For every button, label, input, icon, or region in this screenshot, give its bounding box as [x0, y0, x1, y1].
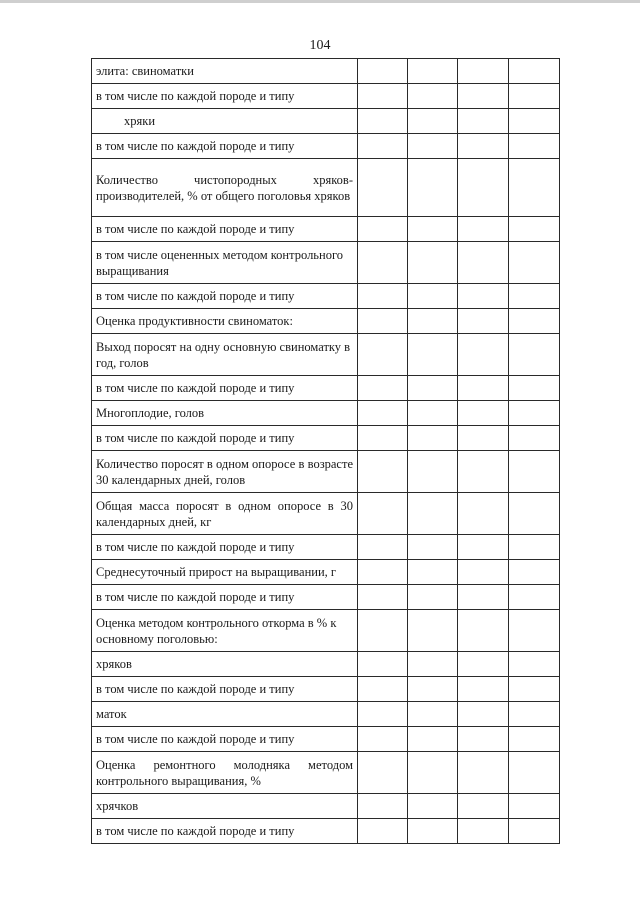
value-cell	[458, 610, 509, 652]
value-cell	[358, 752, 408, 794]
row-label: элита: свиноматки	[92, 59, 358, 84]
table-row	[92, 652, 560, 677]
value-cell	[358, 376, 408, 401]
value-cell	[358, 84, 408, 109]
value-cell	[358, 652, 408, 677]
value-cell	[358, 610, 408, 652]
value-cell	[458, 819, 509, 844]
value-cell	[408, 585, 458, 610]
value-cell	[408, 677, 458, 702]
value-cell	[358, 134, 408, 159]
value-cell	[358, 217, 408, 242]
value-cell	[408, 727, 458, 752]
row-label: Выход поросят на одну основную свиноматку в год, голов	[92, 334, 358, 376]
value-cell	[458, 59, 509, 84]
value-cell	[358, 309, 408, 334]
value-cell	[458, 702, 509, 727]
value-cell	[458, 727, 509, 752]
value-cell	[408, 610, 458, 652]
value-cell	[358, 451, 408, 493]
row-label: в том числе по каждой породе и типу	[92, 217, 358, 242]
row-label: в том числе по каждой породе и типу	[92, 535, 358, 560]
value-cell	[358, 109, 408, 134]
value-cell	[458, 677, 509, 702]
value-cell	[358, 535, 408, 560]
value-cell	[458, 284, 509, 309]
row-label: Общая масса поросят в одном опоросе в 30 календарных дней, кг	[92, 493, 358, 535]
value-cell	[408, 752, 458, 794]
row-label: маток	[92, 702, 358, 727]
value-cell	[458, 309, 509, 334]
table-row	[92, 84, 560, 109]
value-cell	[458, 652, 509, 677]
value-cell	[408, 334, 458, 376]
value-cell	[458, 109, 509, 134]
value-cell	[408, 702, 458, 727]
page-number: 104	[309, 38, 331, 53]
value-cell	[458, 794, 509, 819]
value-cell	[358, 284, 408, 309]
value-cell	[509, 794, 560, 819]
value-cell	[408, 309, 458, 334]
scan-top-edge	[0, 0, 640, 3]
table-row	[92, 334, 560, 376]
value-cell	[458, 242, 509, 284]
value-cell	[408, 819, 458, 844]
table-row	[92, 794, 560, 819]
value-cell	[408, 84, 458, 109]
value-cell	[458, 84, 509, 109]
row-label: в том числе по каждой породе и типу	[92, 376, 358, 401]
row-label: в том числе по каждой породе и типу	[92, 727, 358, 752]
value-cell	[408, 242, 458, 284]
value-cell	[358, 159, 408, 217]
value-cell	[458, 134, 509, 159]
row-label: Количество чистопородных хряков-производителей, % от общего поголовья хряков	[92, 159, 358, 217]
value-cell	[509, 134, 560, 159]
value-cell	[458, 493, 509, 535]
value-cell	[358, 493, 408, 535]
value-cell	[509, 109, 560, 134]
row-label: в том числе оцененных методом контрольного выращивания	[92, 242, 358, 284]
value-cell	[358, 794, 408, 819]
value-cell	[509, 677, 560, 702]
value-cell	[509, 426, 560, 451]
table-row	[92, 677, 560, 702]
row-label: в том числе по каждой породе и типу	[92, 426, 358, 451]
value-cell	[408, 217, 458, 242]
value-cell	[408, 535, 458, 560]
value-cell	[358, 727, 408, 752]
value-cell	[408, 284, 458, 309]
value-cell	[458, 401, 509, 426]
value-cell	[509, 284, 560, 309]
value-cell	[509, 309, 560, 334]
value-cell	[458, 159, 509, 217]
table-row	[92, 585, 560, 610]
value-cell	[408, 493, 458, 535]
value-cell	[358, 59, 408, 84]
row-label: Среднесуточный прирост на выращивании, г	[92, 560, 358, 585]
value-cell	[358, 401, 408, 426]
table-row	[92, 109, 560, 134]
table-row	[92, 309, 560, 334]
table-row	[92, 727, 560, 752]
value-cell	[509, 242, 560, 284]
value-cell	[408, 560, 458, 585]
table-row	[92, 159, 560, 217]
value-cell	[509, 451, 560, 493]
value-cell	[408, 451, 458, 493]
value-cell	[408, 401, 458, 426]
value-cell	[509, 535, 560, 560]
value-cell	[509, 585, 560, 610]
value-cell	[509, 493, 560, 535]
table-row	[92, 376, 560, 401]
table-row	[92, 401, 560, 426]
value-cell	[509, 376, 560, 401]
value-cell	[358, 585, 408, 610]
row-label: Оценка ремонтного молодняка методом контрольного выращивания, %	[92, 752, 358, 794]
value-cell	[408, 109, 458, 134]
value-cell	[358, 560, 408, 585]
value-cell	[408, 652, 458, 677]
value-cell	[509, 334, 560, 376]
value-cell	[509, 610, 560, 652]
row-label: в том числе по каждой породе и типу	[92, 677, 358, 702]
row-label: в том числе по каждой породе и типу	[92, 284, 358, 309]
value-cell	[509, 159, 560, 217]
table-row	[92, 242, 560, 284]
indicators-table	[91, 58, 560, 844]
value-cell	[358, 334, 408, 376]
table-row	[92, 610, 560, 652]
row-label: хрячков	[92, 794, 358, 819]
value-cell	[509, 59, 560, 84]
value-cell	[458, 535, 509, 560]
value-cell	[509, 84, 560, 109]
value-cell	[408, 134, 458, 159]
row-label: в том числе по каждой породе и типу	[92, 819, 358, 844]
value-cell	[408, 426, 458, 451]
value-cell	[458, 451, 509, 493]
row-label: в том числе по каждой породе и типу	[92, 585, 358, 610]
table-row	[92, 702, 560, 727]
value-cell	[458, 334, 509, 376]
value-cell	[408, 794, 458, 819]
value-cell	[358, 702, 408, 727]
value-cell	[509, 560, 560, 585]
value-cell	[458, 376, 509, 401]
value-cell	[358, 242, 408, 284]
row-label: хряки	[92, 109, 358, 134]
row-label: Оценка продуктивности свиноматок:	[92, 309, 358, 334]
value-cell	[458, 560, 509, 585]
value-cell	[509, 819, 560, 844]
row-label: в том числе по каждой породе и типу	[92, 134, 358, 159]
table-row	[92, 451, 560, 493]
value-cell	[458, 585, 509, 610]
table-row	[92, 560, 560, 585]
row-label: Количество поросят в одном опоросе в возрасте 30 календарных дней, голов	[92, 451, 358, 493]
value-cell	[358, 819, 408, 844]
table-row	[92, 535, 560, 560]
value-cell	[509, 702, 560, 727]
row-label: хряков	[92, 652, 358, 677]
table-row	[92, 752, 560, 794]
value-cell	[509, 401, 560, 426]
value-cell	[458, 752, 509, 794]
value-cell	[509, 652, 560, 677]
table-row	[92, 284, 560, 309]
value-cell	[358, 426, 408, 451]
value-cell	[509, 217, 560, 242]
table-row	[92, 493, 560, 535]
table-row	[92, 426, 560, 451]
value-cell	[408, 159, 458, 217]
row-label: Оценка методом контрольного откорма в % к основному поголовью:	[92, 610, 358, 652]
row-label: Многоплодие, голов	[92, 401, 358, 426]
value-cell	[358, 677, 408, 702]
table-row	[92, 819, 560, 844]
value-cell	[408, 59, 458, 84]
table-row	[92, 217, 560, 242]
table-row	[92, 59, 560, 84]
value-cell	[458, 426, 509, 451]
value-cell	[458, 217, 509, 242]
value-cell	[509, 727, 560, 752]
table-row	[92, 134, 560, 159]
row-label: в том числе по каждой породе и типу	[92, 84, 358, 109]
value-cell	[408, 376, 458, 401]
value-cell	[509, 752, 560, 794]
